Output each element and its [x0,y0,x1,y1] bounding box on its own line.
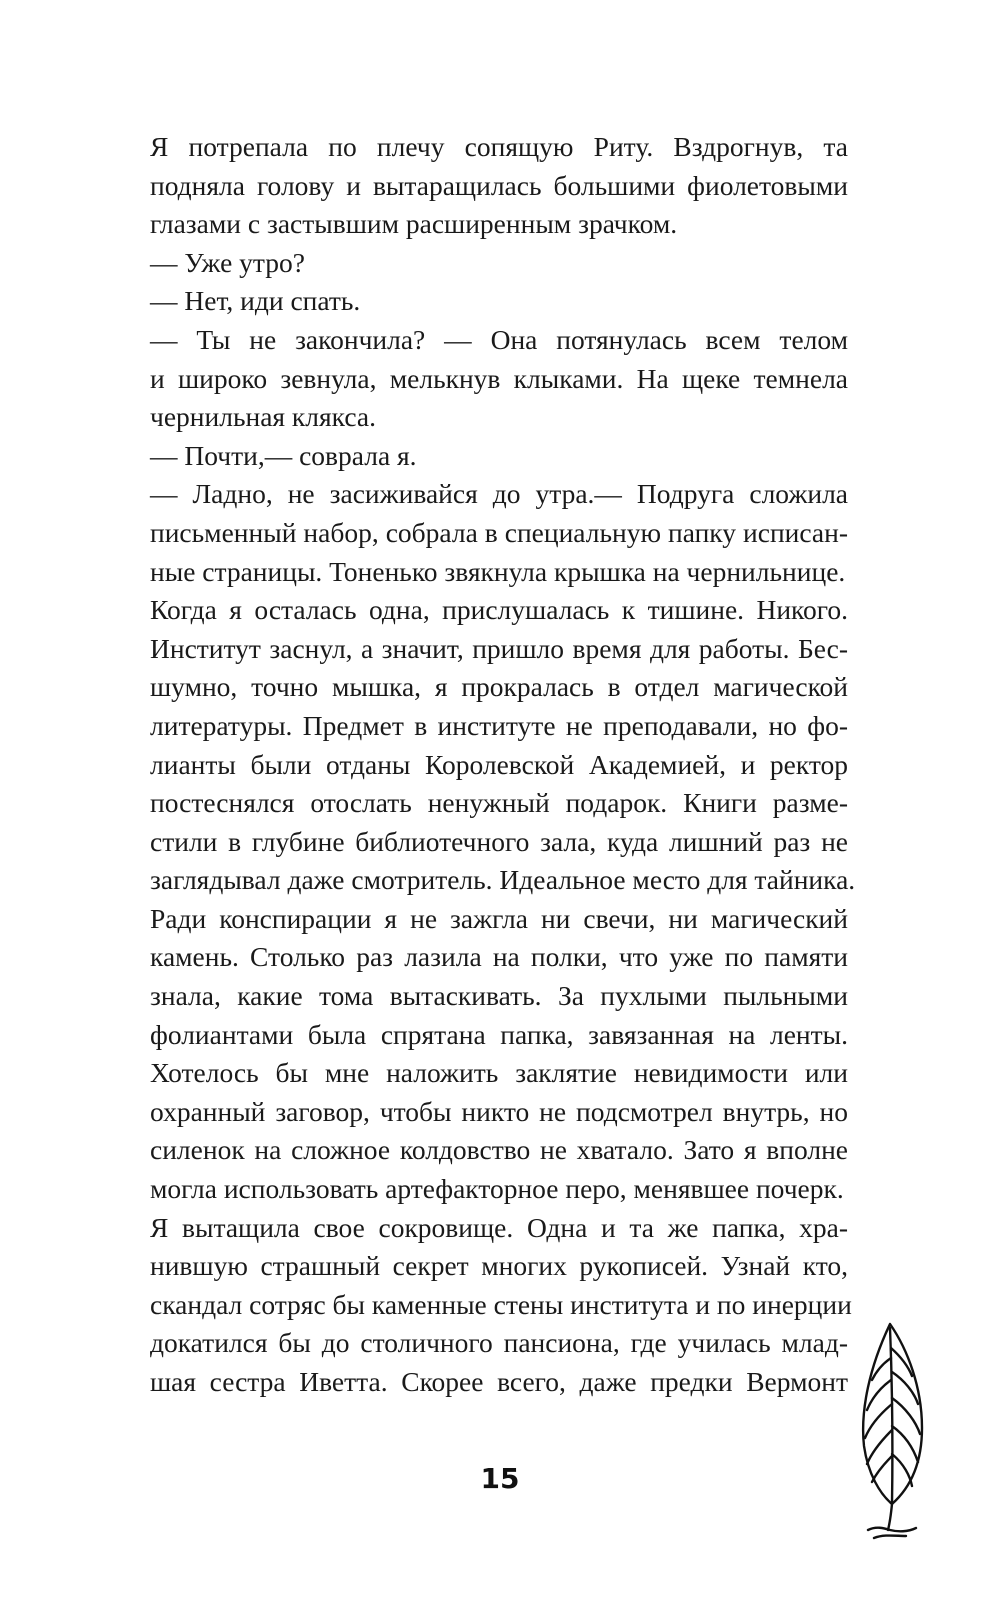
text-line: письменный набор, собрала в специальную папку исписан- [150,516,848,548]
text-line: — Почти,— соврала я. [150,439,417,471]
text-line: шая сестра Иветта. Скорее всего, даже предки Вермонт [150,1366,848,1397]
text-line: и широко зевнула, мелькнув клыками. На щеке темнела [150,362,848,394]
paragraph [108,128,848,244]
text-line: камень. Столько раз лазила на полки, что уже по памяти [150,941,848,973]
text-line: силенок на сложное колдовство не хватало. Зато я вполне [150,1134,848,1166]
page-number: 15 [480,1462,520,1495]
text-line: фолиантами была спрятана папка, завязанная на ленты. [150,1018,848,1050]
text-line: постеснялся отослать ненужный подарок. Книги разме- [150,787,848,819]
text-line: докатился бы до столичного пансиона, где училась млад- [150,1327,848,1359]
text-line: глазами с застывшим расширенным зрачком. [150,208,678,240]
text-line: шумно, точно мышка, я прокралась в отдел магической [150,671,848,703]
text-line: охранный заговор, чтобы никто не подсмотрел внутрь, но [150,1095,848,1127]
paragraph [108,244,848,283]
text-line: литературы. Предмет в институте не преподавали, но фо- [150,709,848,741]
paragraph [108,591,856,900]
text-line: лианты были отданы Королевской Академией, и ректор [150,748,848,780]
paragraph [108,321,848,437]
text-line: Ради конспирации я не зажгла ни свечи, ни магический [150,902,848,934]
text-line: скандал сотряс бы каменные стены института и по инерции [150,1288,852,1320]
text-line: ные страницы. Тоненько звякнула крышка на чернильнице. [150,555,846,587]
paragraph [108,475,848,591]
text-line: подняла голову и вытаращилась большими фиолетовыми [150,169,848,201]
paragraph [108,282,848,321]
text-line: — Уже утро? [150,246,305,278]
text-line: Институт заснул, а значит, пришло время для работы. Бес- [150,632,848,664]
body-text [108,128,856,1402]
paragraph [108,437,848,476]
text-line: Когда я осталась одна, прислушалась к тишине. Никого. [150,594,848,626]
text-line: стили в глубине библиотечного зала, куда лишний раз не [150,825,848,857]
text-line: могла использовать артефакторное перо, менявшее почерк. [150,1173,844,1205]
text-line: Я потрепала по плечу сопящую Риту. Вздрогнув, та [150,131,848,162]
text-line: чернильная клякса. [150,401,376,433]
feather-icon [850,1318,932,1544]
text-line: Я вытащила свое сокровище. Одна и та же папка, хра- [150,1211,848,1243]
text-line: заглядывал даже смотритель. Идеальное место для тайника. [150,864,856,896]
paragraph [108,900,848,1209]
text-line: — Ты не закончила? — Она потянулась всем телом [150,323,848,355]
text-line: нившую страшный секрет многих рукописей. Узнай кто, [150,1250,848,1282]
text-line: — Нет, иди спать. [150,285,361,317]
paragraph [108,1209,852,1402]
text-line: Хотелось бы мне наложить заклятие невидимости или [150,1057,848,1089]
text-line: — Ладно, не засиживайся до утра.— Подруга сложила [150,478,848,510]
text-line: знала, какие тома вытаскивать. За пухлыми пыльными [150,980,848,1012]
